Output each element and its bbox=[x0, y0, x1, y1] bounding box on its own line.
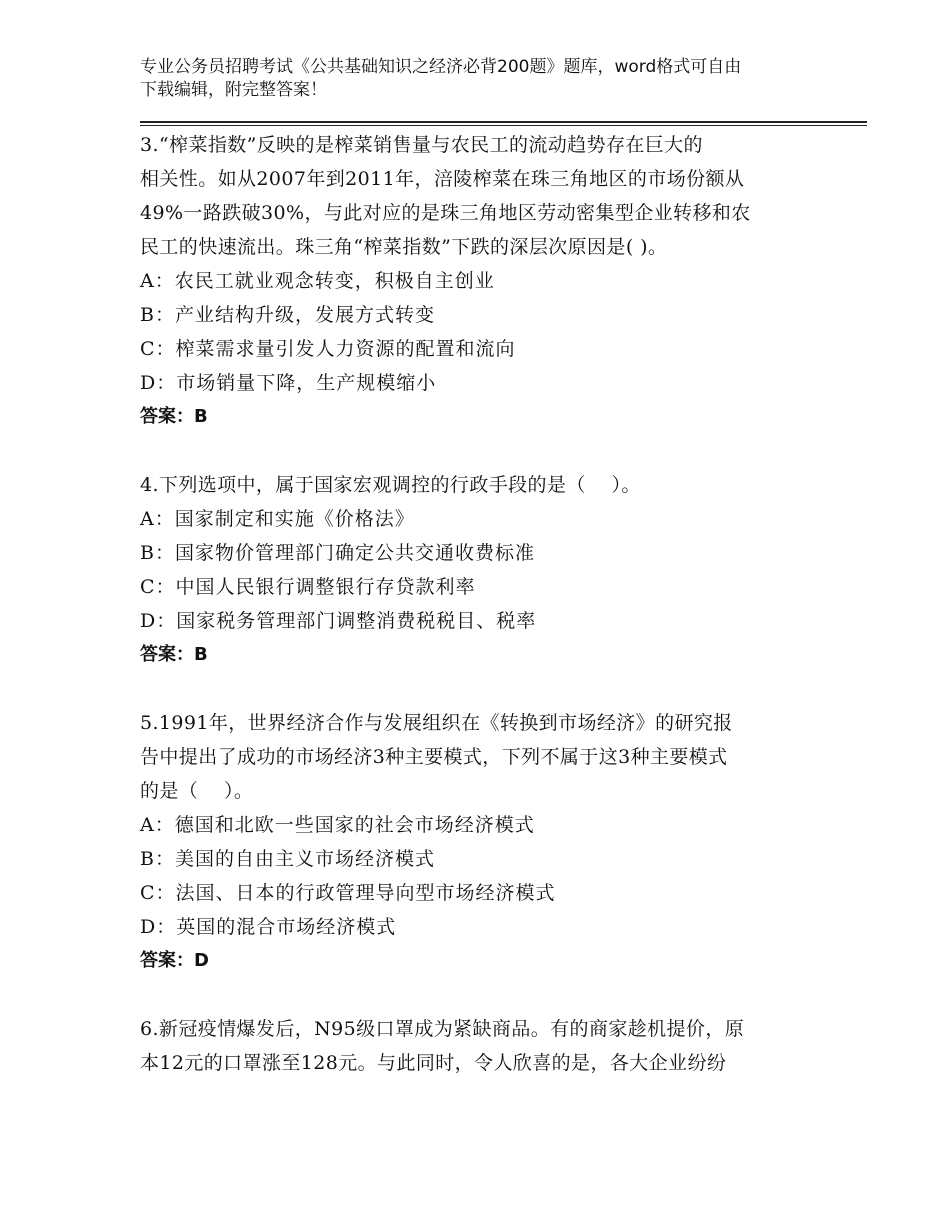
header-divider-thin bbox=[140, 125, 867, 126]
question-stem-line: 5.1991年，世界经济合作与发展组织在《转换到市场经济》的研究报 bbox=[140, 712, 733, 734]
question-list bbox=[140, 128, 820, 1114]
answer-label: 答案：D bbox=[140, 950, 209, 971]
question-stem-line: 民工的快速流出。珠三角“榨菜指数”下跌的深层次原因是( )。 bbox=[140, 236, 668, 258]
question-stem-line: 4.下列选项中，属于国家宏观调控的行政手段的是（ ）。 bbox=[140, 474, 641, 496]
question-stem-line: 告中提出了成功的市场经济3种主要模式，下列不属于这3种主要模式 bbox=[140, 746, 728, 768]
option-a: A：国家制定和实施《价格法》 bbox=[140, 508, 415, 530]
answer-label: 答案：B bbox=[140, 406, 208, 427]
question-stem-line: 6.新冠疫情爆发后，N95级口罩成为紧缺商品。有的商家趁机提价，原 bbox=[140, 1018, 745, 1040]
option-a: A：农民工就业观念转变，积极自主创业 bbox=[140, 270, 495, 292]
question-stem-line: 本12元的口罩涨至128元。与此同时，令人欣喜的是，各大企业纷纷 bbox=[140, 1052, 727, 1074]
option-c: C：中国人民银行调整银行存贷款利率 bbox=[140, 576, 476, 598]
question-stem-line: 3.“榨菜指数”反映的是榨菜销售量与农民工的流动趋势存在巨大的 bbox=[140, 134, 703, 156]
option-d: D：英国的混合市场经济模式 bbox=[140, 916, 397, 938]
option-a: A：德国和北欧一些国家的社会市场经济模式 bbox=[140, 814, 535, 836]
header-line-1: 专业公务员招聘考试《公共基础知识之经济必背200题》题库，word格式可自由 bbox=[140, 57, 742, 77]
option-d: D：国家税务管理部门调整消费税税目、税率 bbox=[140, 610, 537, 632]
question-stem-line: 的是（ ）。 bbox=[140, 780, 254, 802]
header-line-2: 下载编辑，附完整答案！ bbox=[140, 80, 327, 100]
document-header bbox=[140, 56, 820, 102]
option-d: D：市场销量下降，生产规模缩小 bbox=[140, 372, 437, 394]
option-c: C：榨菜需求量引发人力资源的配置和流向 bbox=[140, 338, 516, 360]
option-b: B：美国的自由主义市场经济模式 bbox=[140, 848, 435, 870]
option-b: B：国家物价管理部门确定公共交通收费标准 bbox=[140, 542, 535, 564]
question-3 bbox=[140, 128, 820, 434]
answer-label: 答案：B bbox=[140, 644, 208, 665]
option-b: B：产业结构升级，发展方式转变 bbox=[140, 304, 435, 326]
header-divider-thick bbox=[140, 121, 867, 123]
question-6 bbox=[140, 1012, 820, 1080]
question-5 bbox=[140, 706, 820, 978]
question-4 bbox=[140, 468, 820, 672]
question-stem-line: 相关性。如从2007年到2011年，涪陵榨菜在珠三角地区的市场份额从 bbox=[140, 168, 745, 190]
question-stem-line: 49%一路跌破30%，与此对应的是珠三角地区劳动密集型企业转移和农 bbox=[140, 202, 751, 224]
option-c: C：法国、日本的行政管理导向型市场经济模式 bbox=[140, 882, 556, 904]
